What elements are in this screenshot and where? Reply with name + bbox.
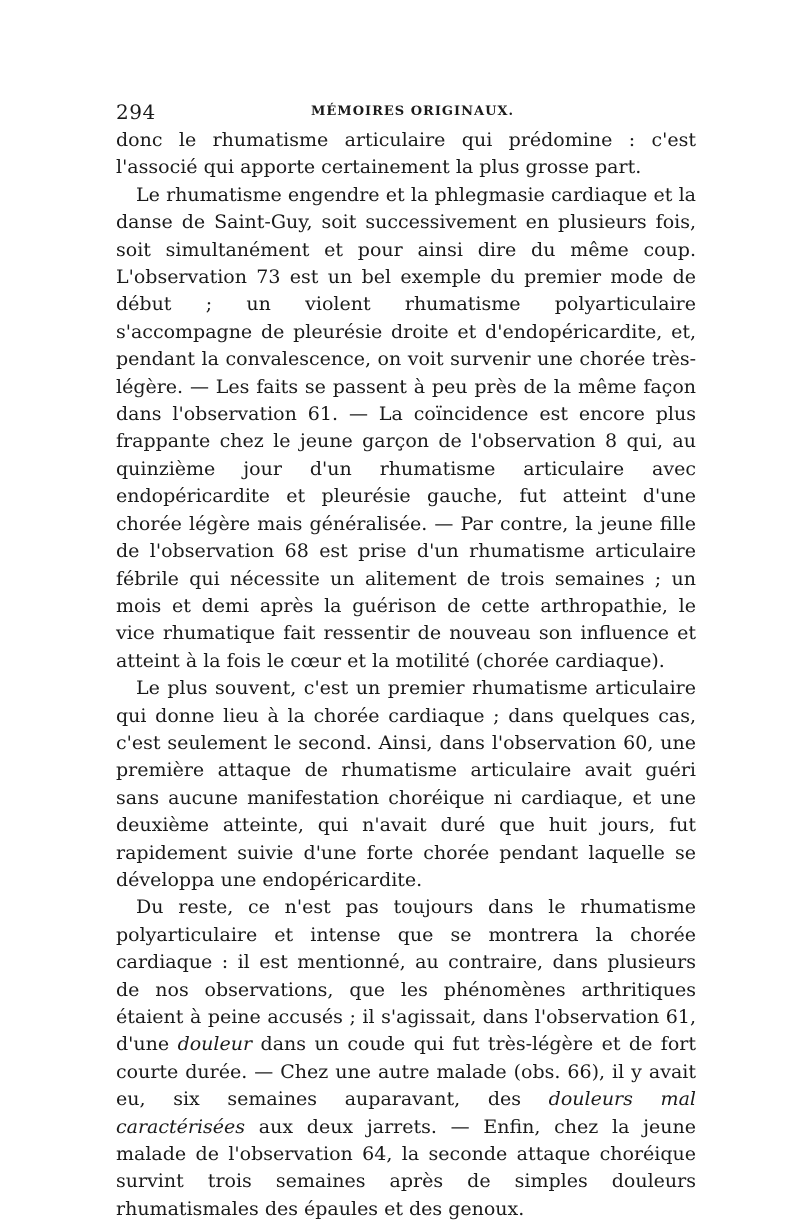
page-number: 294 [116,100,156,124]
body-text [116,127,696,1223]
running-head: MÉMOIRES ORIGINAUX. [311,104,515,119]
paragraph-du-reste [116,894,696,1223]
paragraph-plus-souvent: Le plus souvent, c'est un premier rhumatisme articulaire qui donne lieu à la chorée cardiaque ; dans quelques cas, c'est seulement le second. Ainsi, dans l'observation 60, une première attaque de rhumatisme articulaire avait guéri sans aucune manifestation choréique ni cardiaque, et une deuxième atteinte, qui n'avait duré que huit jours, fut rapidement suivie d'une forte chorée pendant laquelle se développa une endopéricardite. [116,677,696,891]
text-segment: dans un coude qui fut très-légère et de fort courte durée. — Chez une autre malade (obs. 66), il y avait eu, six semaines auparavant, des [116,1033,696,1111]
italic-term: douleur [177,1033,253,1056]
text-segment: Du reste, ce n'est pas toujours dans le rhumatisme polyarticulaire et intense que se montrera la chorée cardiaque : il est mentionné, au contraire, dans plusieurs de nos observations, que les phénomènes arthritiques étaient à peine accusés ; il s'agissait, dans l'observation 61, d'une [116,896,696,1056]
page-header [116,100,696,124]
italic-term: douleurs mal caractérisées [116,1088,696,1138]
paragraph-continuation: donc le rhumatisme articulaire qui prédomine : c'est l'associé qui apporte certainement la plus grosse part. [116,129,696,179]
text-segment: aux deux jarrets. — Enfin, chez la jeune malade de l'observation 64, la seconde attaque choréique survint trois semaines après de simples douleurs rhumatismales des épaules et des genoux. [116,1115,696,1220]
paragraph-rhumatisme-engendre: Le rhumatisme engendre et la phlegmasie cardiaque et la danse de Saint-Guy, soit successivement en plusieurs fois, soit simultanément et pour ainsi dire du même coup. L'observation 73 est un bel exemple du premier mode de début ; un violent rhumatisme polyarticulaire s'accompagne de pleurésie droite et d'endopéricardite, et, pendant la convalescence, on voit survenir une chorée très-légère. — Les faits se passent à peu près de la même façon dans l'observation 61. — La coïncidence est encore plus frappante chez le jeune garçon de l'observation 8 qui, au quinzième jour d'un rhumatisme articulaire avec endopéricardite et pleurésie gauche, fut atteint d'une chorée légère mais généralisée. — Par contre, la jeune fille de l'observation 68 est prise d'un rhumatisme articulaire fébrile qui nécessite un alitement de trois semaines ; un mois et demi après la guérison de cette arthropathie, le vice rhumatique fait ressentir de nouveau son influence et atteint à la fois le cœur et la motilité (chorée cardiaque). [116,183,696,672]
